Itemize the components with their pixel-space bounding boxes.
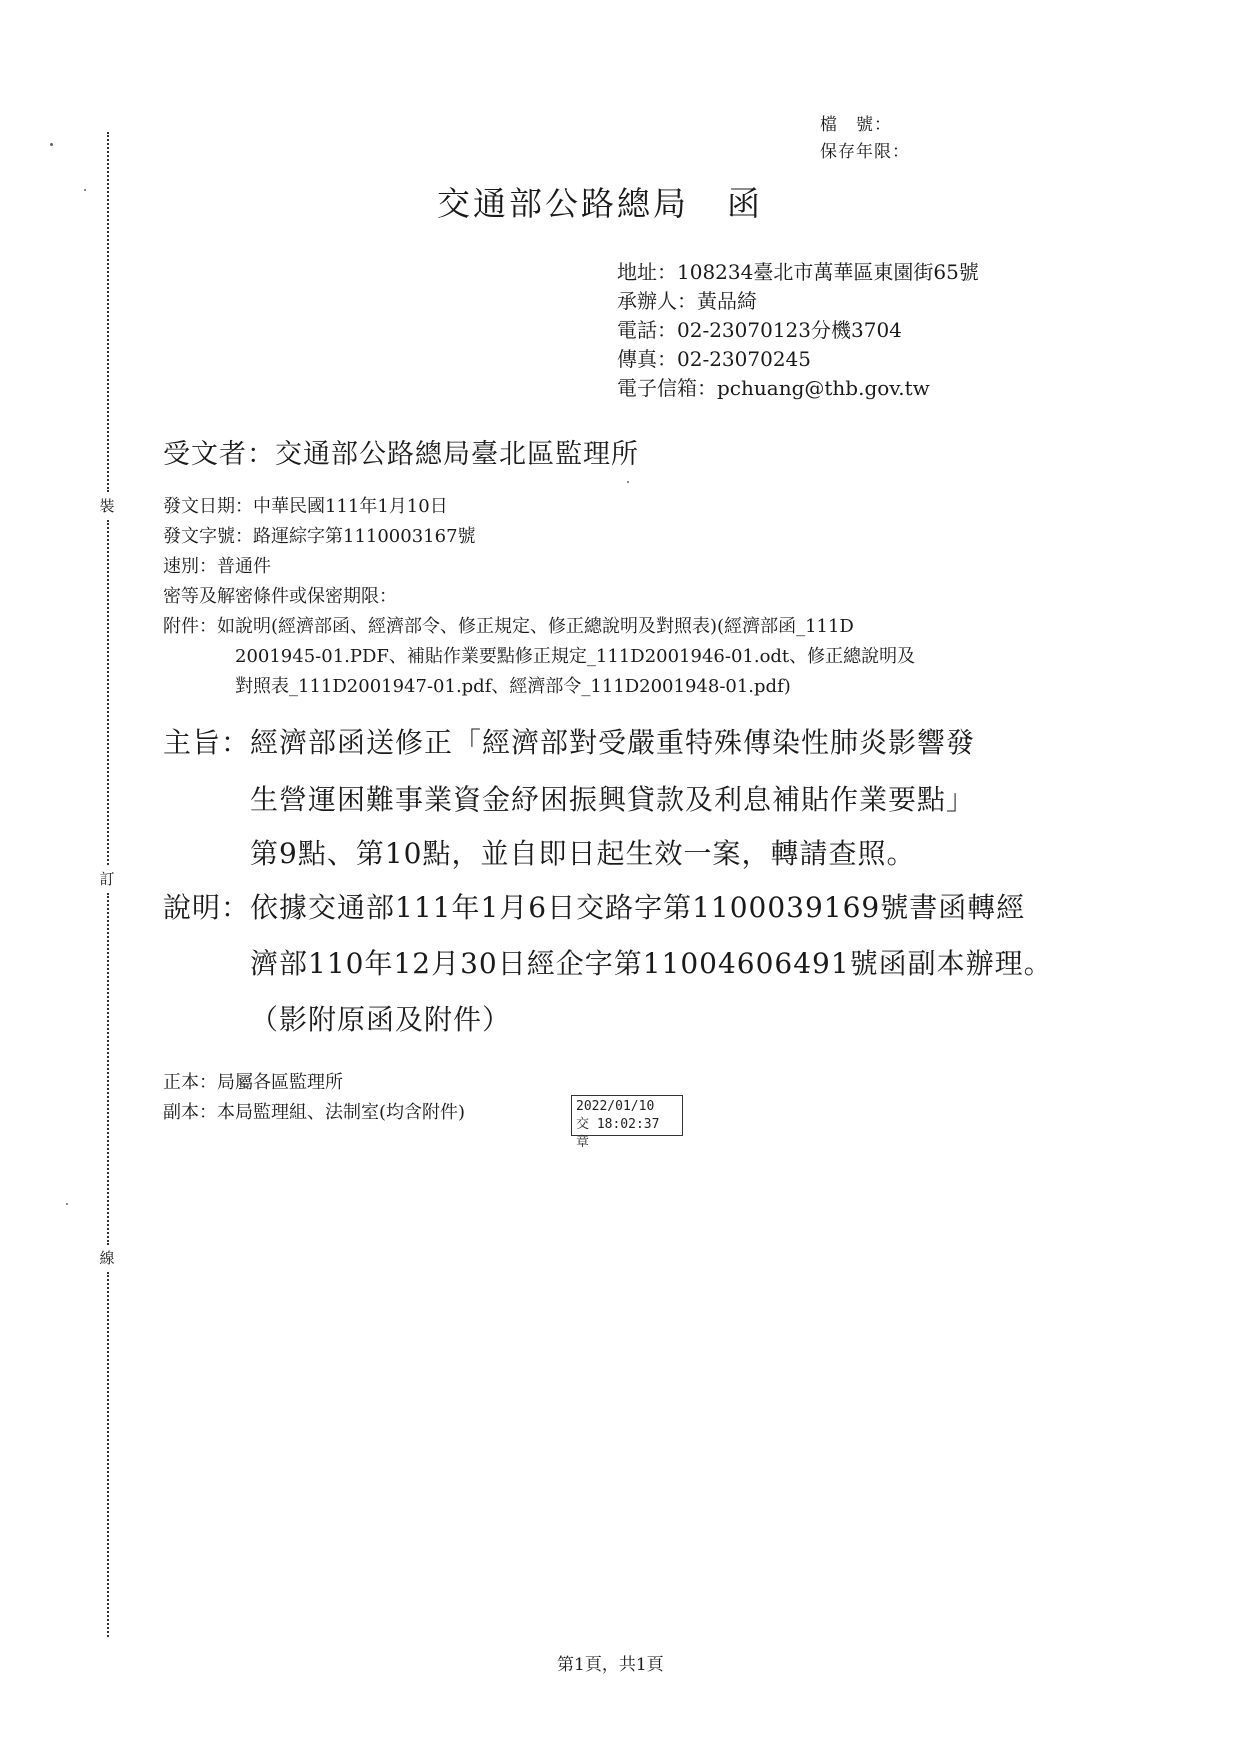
attachments-line-1: 附件：如說明(經濟部函、經濟部令、修正規定、修正總說明及對照表)(經濟部函_111D: [163, 616, 854, 637]
scan-speck: [66, 1203, 68, 1205]
document-number: 發文字號：路運綜字第1110003167號: [163, 526, 476, 547]
subject-line-1: 主旨：經濟部函送修正「經濟部對受嚴重特殊傳染性肺炎影響發: [163, 726, 976, 759]
phone: 電話：02-23070123分機3704: [617, 318, 902, 342]
document-title: [437, 178, 763, 225]
contact-block: [617, 258, 979, 403]
explanation-line-1: 說明：依據交通部111年1月6日交路字第1100039169號書函轉經: [163, 891, 1026, 924]
scan-speck: [84, 189, 86, 191]
attachments-line-3: 對照表_111D2001947-01.pdf、經濟部令_111D2001948-01.pdf): [235, 676, 791, 697]
explanation-line-3: （影附原函及附件）: [250, 1003, 512, 1036]
subject-line-2: 生營運困難事業資金紓困振興貸款及利息補貼作業要點」: [250, 783, 976, 816]
retention-period-label: 保存年限：: [820, 142, 910, 162]
binding-char-zhuang: 裝: [97, 496, 117, 516]
explanation-line-2: 濟部110年12月30日經企字第11004606491號函副本辦理。: [250, 947, 1053, 980]
file-number-label: 檔 號：: [820, 115, 892, 135]
scan-speck: [50, 143, 53, 146]
issuing-agency: 交通部公路總局: [437, 184, 689, 223]
copy-recipients: 副本：本局監理組、法制室(均含附件): [163, 1102, 466, 1123]
binding-line-bottom: [107, 1272, 109, 1637]
delivery-speed: 速別：普通件: [163, 556, 271, 577]
binding-char-ding: 訂: [97, 869, 117, 889]
fax: 傳真：02-23070245: [617, 347, 812, 371]
receipt-stamp: [571, 1095, 683, 1150]
officer: 承辦人：黃品綺: [617, 289, 757, 313]
attachments-line-2: 2001945-01.PDF、補貼作業要點修正規定_111D2001946-01.odt、修正總說明及: [235, 646, 916, 667]
binding-line-top: [107, 132, 109, 492]
secrecy-level: 密等及解密條件或保密期限：: [163, 586, 397, 607]
page-number: 第1頁，共1頁: [557, 1655, 664, 1675]
binding-char-xian: 線: [97, 1248, 117, 1268]
binding-line-lower: [107, 893, 109, 1245]
scan-speck: [627, 481, 629, 483]
issue-date: 發文日期：中華民國111年1月10日: [163, 496, 448, 517]
stamp-time: 交 18:02:37 章: [576, 1117, 660, 1150]
address: 地址：108234臺北市萬華區東園街65號: [617, 260, 979, 284]
binding-line-middle: [107, 520, 109, 865]
subject-line-3: 第9點、第10點，並自即日起生效一案，轉請查照。: [250, 837, 916, 870]
document-type: 函: [727, 184, 763, 223]
email: 電子信箱：pchuang@thb.gov.tw: [617, 376, 930, 400]
stamp-date: 2022/01/10: [576, 1099, 655, 1114]
original-recipients: 正本：局屬各區監理所: [163, 1072, 343, 1093]
recipient: 受文者：交通部公路總局臺北區監理所: [163, 439, 639, 470]
